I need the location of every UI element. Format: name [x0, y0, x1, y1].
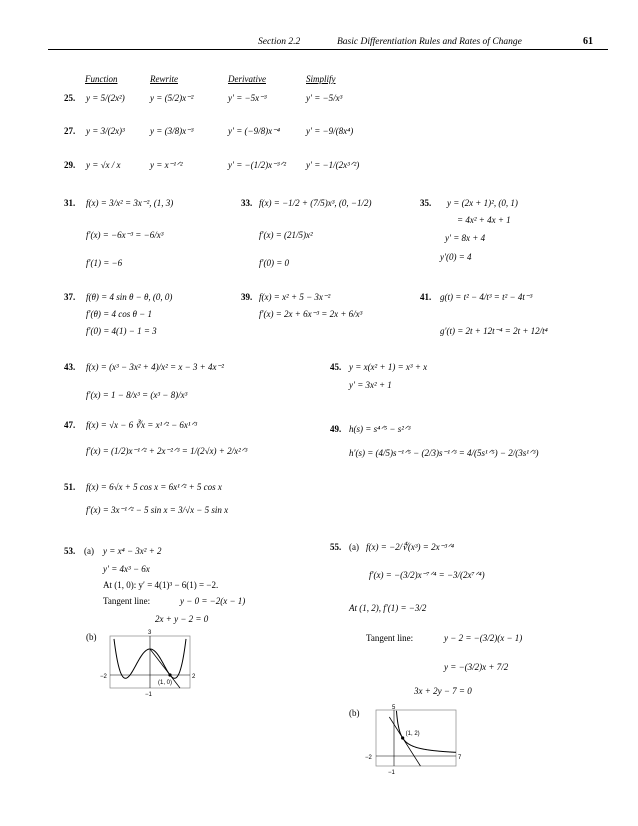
problem-line: y = −(3/2)x + 7/2: [444, 662, 509, 672]
row-simplify: y′ = −1/(2x³ᐟ²): [306, 160, 360, 170]
problem-line: f′(x) = −6x⁻³ = −6/x³: [86, 230, 164, 240]
tick-label-ymax: 3: [148, 630, 152, 636]
row-derivative: y′ = (−9/8)x⁻⁴: [228, 126, 280, 136]
tick-label-ymax: 5: [392, 705, 396, 711]
problem-line: y′ = 4x³ − 6x: [103, 564, 150, 574]
problem-number: 49.: [330, 424, 342, 434]
problem-line: f′(x) = (21/5)x²: [259, 230, 313, 240]
row-rewrite: y = (5/2)x⁻²: [150, 93, 194, 103]
row-simplify: y′ = −5/x³: [306, 93, 343, 103]
problem-number: 35.: [420, 198, 432, 208]
row-rewrite: y = (3/8)x⁻³: [150, 126, 194, 136]
problem-line: At (1, 2), f′(1) = −3/2: [349, 603, 427, 613]
problem-line: y′(0) = 4: [440, 252, 472, 262]
problem-line: Tangent line:: [366, 633, 414, 643]
section-label: Section 2.2: [258, 37, 301, 47]
row-number: 27.: [64, 126, 76, 136]
point-label: (1, 2): [405, 731, 420, 737]
col-rewrite: Rewrite: [150, 74, 178, 84]
graph-55: [362, 704, 472, 776]
problem-number: 37.: [64, 292, 76, 302]
problem-number: 33.: [241, 198, 253, 208]
problem-line: h′(s) = (4/5)s⁻¹ᐟ⁵ − (2/3)s⁻¹ᐟ³ = 4/(5s¹ᐟ⁵) − 2/(3s¹ᐟ³): [349, 448, 539, 458]
part-label: (a): [349, 542, 359, 552]
problem-number: 45.: [330, 362, 342, 372]
problem-number: 53.: [64, 546, 76, 556]
row-rewrite: y = x⁻¹ᐟ²: [150, 160, 183, 170]
problem-line: f′(θ) = 4 cos θ − 1: [86, 309, 152, 319]
problem-line: h(s) = s⁴ᐟ⁵ − s²ᐟ³: [349, 424, 411, 434]
problem-line: f′(x) = −(3/2)x⁻⁷ᐟ⁴ = −3/(2x⁷ᐟ⁴): [369, 570, 485, 580]
tick-label-ymin: −1: [145, 692, 152, 698]
tick-label-ymin: −1: [388, 770, 395, 776]
problem-number: 47.: [64, 420, 76, 430]
problem-line: f′(x) = 1 − 8/x³ = (x³ − 8)/x³: [86, 390, 188, 400]
problem-number: 43.: [64, 362, 76, 372]
problem-line: f(x) = −1/2 + (7/5)x³, (0, −1/2): [259, 198, 372, 208]
problem-line: y′ = 8x + 4: [445, 233, 486, 243]
problem-line: At (1, 0): y′ = 4(1)³ − 6(1) = −2.: [103, 580, 219, 590]
tick-label-xmin: −2: [100, 674, 107, 680]
graph-frame: [376, 710, 456, 766]
problem-line: 2x + y − 2 = 0: [155, 614, 209, 624]
problem-line: y = x⁴ − 3x² + 2: [103, 546, 162, 556]
problem-line: f(θ) = 4 sin θ − θ, (0, 0): [86, 292, 173, 302]
problem-line: y′ = 3x² + 1: [349, 380, 392, 390]
point-label: (1, 0): [158, 680, 173, 686]
problem-line: f(x) = 3/x² = 3x⁻², (1, 3): [86, 198, 174, 208]
problem-line: y = x(x² + 1) = x³ + x: [349, 362, 428, 372]
problem-line: y − 2 = −(3/2)(x − 1): [444, 633, 523, 643]
row-function: y = √x / x: [86, 160, 121, 170]
problem-number: 51.: [64, 482, 76, 492]
col-simplify: Simplify: [306, 74, 336, 84]
tangent-point: [401, 736, 404, 739]
problem-line: f′(x) = 3x⁻¹ᐟ² − 5 sin x = 3/√x − 5 sin x: [86, 505, 229, 515]
problem-line: y = (2x + 1)², (0, 1): [447, 198, 518, 208]
problem-line: f(x) = −2/∜(x³) = 2x⁻³ᐟ⁴: [366, 542, 455, 552]
part-label: (b): [349, 708, 360, 718]
page-heading: Basic Differentiation Rules and Rates of Change: [337, 37, 522, 47]
problem-line: f′(0) = 4(1) − 1 = 3: [86, 326, 157, 336]
row-derivative: y′ = −(1/2)x⁻³ᐟ²: [228, 160, 287, 170]
problem-line: f′(x) = 2x + 6x⁻³ = 2x + 6/x³: [259, 309, 363, 319]
problem-line: f′(1) = −6: [86, 258, 123, 268]
row-derivative: y′ = −5x⁻³: [228, 93, 267, 103]
col-derivative: Derivative: [228, 74, 266, 84]
part-label: (b): [86, 632, 97, 642]
problem-line: f(x) = 6√x + 5 cos x = 6x¹ᐟ² + 5 cos x: [86, 482, 222, 492]
part-label: (a): [84, 546, 94, 556]
header-rule: [48, 49, 608, 50]
row-function: y = 3/(2x)³: [86, 126, 125, 136]
problem-line: f′(0) = 0: [259, 258, 290, 268]
problem-line: = 4x² + 4x + 1: [457, 215, 511, 225]
row-simplify: y′ = −9/(8x⁴): [306, 126, 354, 136]
row-number: 25.: [64, 93, 76, 103]
tick-label-xmin: −2: [365, 755, 372, 761]
problem-line: f′(x) = (1/2)x⁻¹ᐟ² + 2x⁻²ᐟ³ = 1/(2√x) + 2/x²ᐟ³: [86, 446, 248, 456]
problem-line: g′(t) = 2t + 12t⁻⁴ = 2t + 12/t⁴: [440, 326, 548, 336]
problem-line: y − 0 = −2(x − 1): [180, 596, 246, 606]
tick-label-xmax: 7: [458, 755, 462, 761]
graph-53: [96, 628, 206, 698]
problem-line: f(x) = x² + 5 − 3x⁻²: [259, 292, 331, 302]
row-function: y = 5/(2x²): [86, 93, 125, 103]
problem-number: 31.: [64, 198, 76, 208]
problem-line: Tangent line:: [103, 596, 151, 606]
problem-number: 55.: [330, 542, 342, 552]
tick-label-xmax: 2: [192, 674, 196, 680]
problem-line: g(t) = t² − 4/t³ = t² − 4t⁻³: [440, 292, 533, 302]
problem-line: f(x) = (x³ − 3x² + 4)/x² = x − 3 + 4x⁻²: [86, 362, 224, 372]
problem-line: 3x + 2y − 7 = 0: [414, 686, 472, 696]
problem-number: 39.: [241, 292, 253, 302]
page-number: 61: [583, 36, 593, 47]
row-number: 29.: [64, 160, 76, 170]
tangent-point: [168, 673, 171, 676]
problem-number: 41.: [420, 292, 432, 302]
col-function: Function: [85, 74, 118, 84]
problem-line: f(x) = √x − 6 ∛x = x¹ᐟ² − 6x¹ᐟ³: [86, 420, 198, 430]
